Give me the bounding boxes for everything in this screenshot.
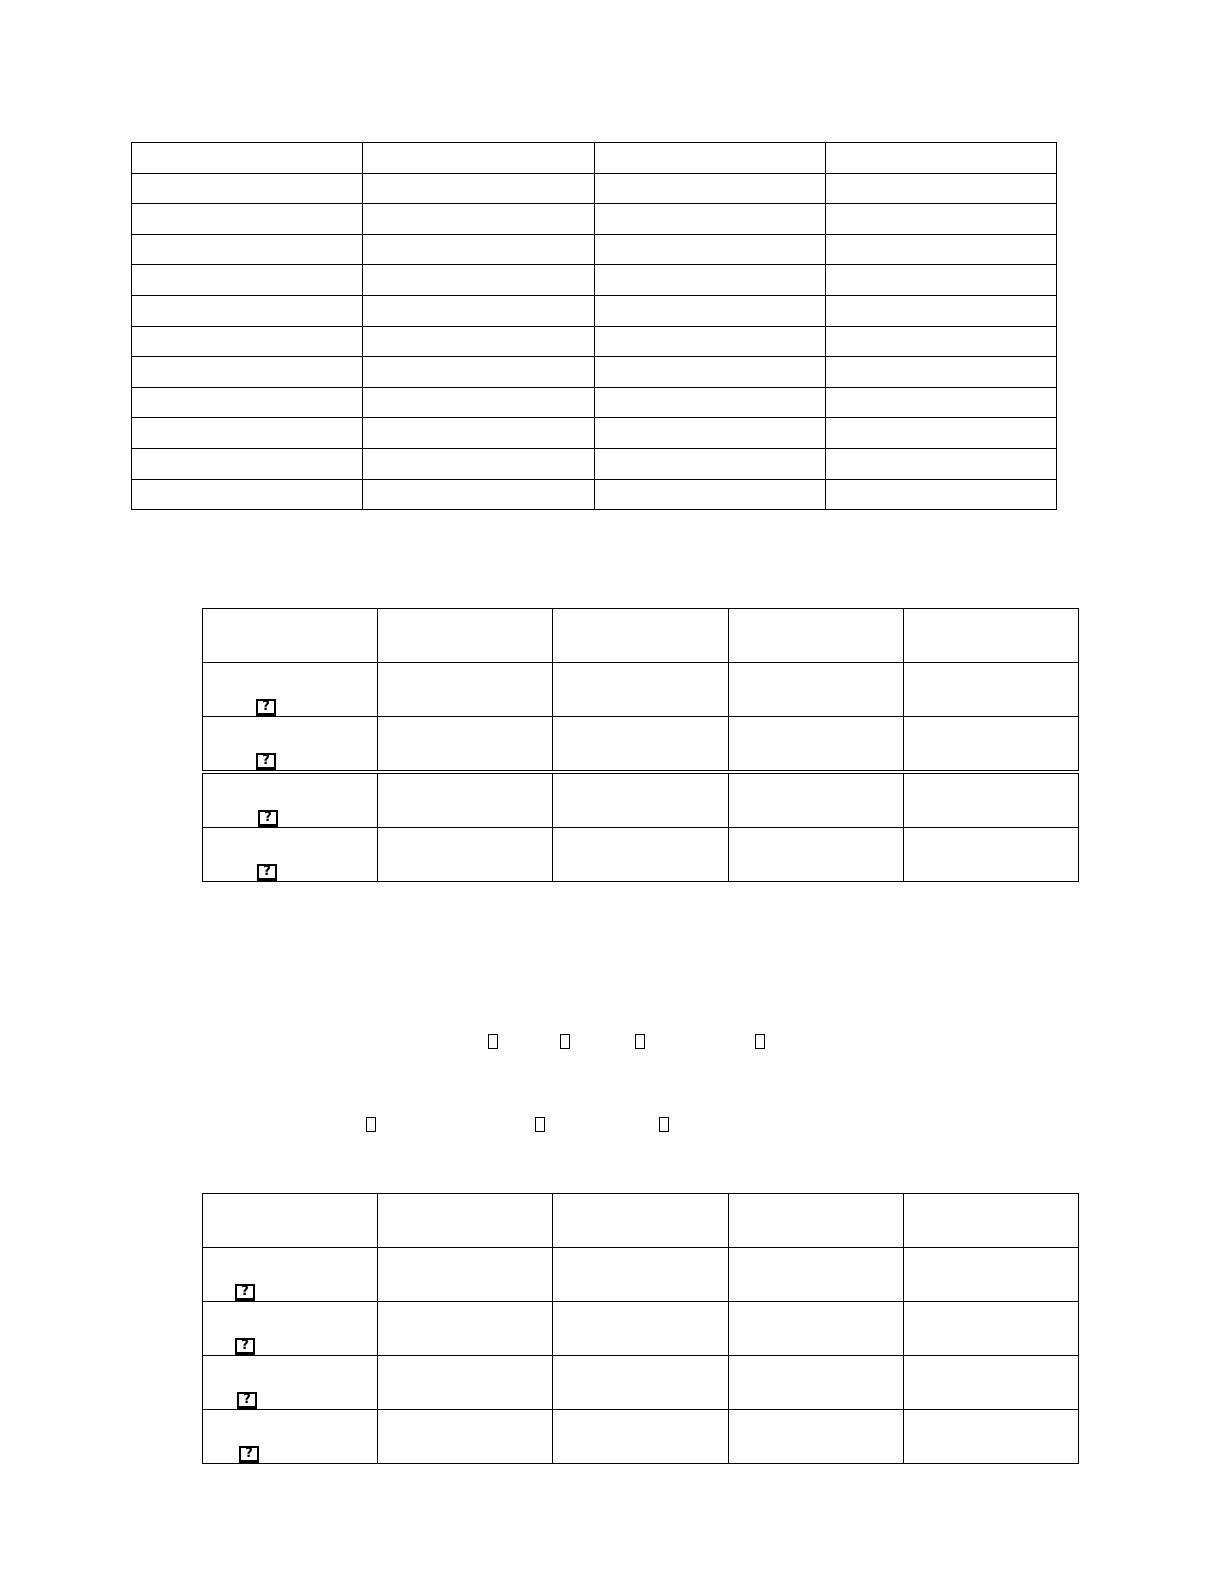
table-cell — [728, 828, 903, 882]
table-row — [203, 1410, 1079, 1464]
table-cell — [825, 448, 1056, 479]
table-row — [132, 418, 1057, 449]
table-cell — [378, 717, 553, 773]
table-cell — [825, 357, 1056, 388]
table-cell — [378, 663, 553, 717]
table-cell — [203, 772, 378, 828]
table-cell — [553, 717, 728, 773]
missing-glyph-icon — [560, 1034, 570, 1049]
table-cell — [553, 772, 728, 828]
table-cell — [363, 295, 594, 326]
table-cell — [594, 326, 825, 357]
table-cell — [825, 418, 1056, 449]
table-row — [132, 448, 1057, 479]
table-cell — [132, 326, 363, 357]
table-cell — [553, 828, 728, 882]
table-cell — [903, 1248, 1078, 1302]
table-cell — [903, 1302, 1078, 1356]
table-cell — [553, 1410, 728, 1464]
table-row — [203, 1356, 1079, 1410]
table-cell — [132, 204, 363, 235]
table-cell — [378, 1248, 553, 1302]
table-cell — [728, 1302, 903, 1356]
table-cell — [728, 663, 903, 717]
table-cell — [728, 1356, 903, 1410]
table-cell — [378, 1302, 553, 1356]
table-cell — [594, 479, 825, 510]
table-cell — [825, 265, 1056, 296]
table-cell — [203, 1302, 378, 1356]
table-cell — [203, 609, 378, 663]
table-row — [203, 1248, 1079, 1302]
table-cell — [132, 418, 363, 449]
table-cell — [203, 1194, 378, 1248]
table-cell — [378, 828, 553, 882]
table-row — [132, 143, 1057, 174]
table-row — [132, 234, 1057, 265]
table-cell — [203, 717, 378, 773]
table-cell — [594, 234, 825, 265]
table-row — [132, 295, 1057, 326]
table-cell — [903, 1410, 1078, 1464]
table-cell — [594, 173, 825, 204]
table-row — [132, 265, 1057, 296]
table-cell — [594, 295, 825, 326]
table-cell — [825, 326, 1056, 357]
missing-glyph-icon — [755, 1034, 765, 1049]
table-cell — [203, 828, 378, 882]
missing-glyph-icon: ? — [258, 810, 278, 827]
table-cell — [553, 1302, 728, 1356]
table-cell — [132, 387, 363, 418]
table-cell — [728, 772, 903, 828]
table-cell — [203, 663, 378, 717]
table-cell — [728, 1194, 903, 1248]
table-row — [132, 357, 1057, 388]
table-cell — [132, 295, 363, 326]
table-cell — [553, 1356, 728, 1410]
table-cell — [903, 828, 1078, 882]
table-cell — [594, 143, 825, 174]
table-row — [132, 204, 1057, 235]
table-cell — [825, 204, 1056, 235]
table-cell — [378, 609, 553, 663]
table-cell — [132, 448, 363, 479]
table-cell — [728, 1248, 903, 1302]
table-cell — [553, 609, 728, 663]
table-row — [132, 387, 1057, 418]
table-cell — [203, 1248, 378, 1302]
table-cell — [825, 387, 1056, 418]
table-cell — [378, 1194, 553, 1248]
missing-glyph-icon: ? — [257, 864, 277, 881]
table-3 — [202, 1193, 1079, 1464]
table-cell — [378, 1410, 553, 1464]
missing-glyph-icon: ? — [235, 1284, 255, 1301]
table-cell — [363, 173, 594, 204]
table-cell — [825, 234, 1056, 265]
table-cell — [363, 234, 594, 265]
table-cell — [825, 173, 1056, 204]
table-cell — [594, 357, 825, 388]
table-cell — [132, 479, 363, 510]
table-header-row — [203, 1194, 1079, 1248]
table-cell — [594, 204, 825, 235]
table-cell — [553, 663, 728, 717]
missing-glyph-icon — [659, 1117, 669, 1132]
missing-glyph-icon — [535, 1117, 545, 1132]
table-cell — [903, 717, 1078, 773]
table-cell — [903, 1194, 1078, 1248]
table-cell — [363, 418, 594, 449]
table-2 — [202, 608, 1079, 882]
missing-glyph-icon — [635, 1034, 645, 1049]
table-row — [203, 1302, 1079, 1356]
table-cell — [132, 173, 363, 204]
table-cell — [132, 265, 363, 296]
table-cell — [594, 448, 825, 479]
table-cell — [825, 295, 1056, 326]
table-cell — [363, 143, 594, 174]
missing-glyph-icon — [366, 1117, 376, 1132]
table-cell — [594, 418, 825, 449]
table-cell — [728, 717, 903, 773]
table-row — [132, 326, 1057, 357]
table-cell — [553, 1194, 728, 1248]
table-cell — [132, 143, 363, 174]
table-cell — [378, 772, 553, 828]
table-header-row — [203, 609, 1079, 663]
table-cell — [203, 1356, 378, 1410]
table-row — [132, 479, 1057, 510]
missing-glyph-icon: ? — [235, 1338, 255, 1355]
table-cell — [378, 1356, 553, 1410]
table-cell — [903, 772, 1078, 828]
table-cell — [903, 663, 1078, 717]
table-cell — [825, 143, 1056, 174]
table-row — [203, 717, 1079, 773]
missing-glyph-icon: ? — [237, 1392, 257, 1409]
table-cell — [363, 326, 594, 357]
table-cell — [825, 479, 1056, 510]
table-cell — [903, 609, 1078, 663]
table-cell — [363, 204, 594, 235]
table-1 — [131, 142, 1057, 510]
table-row — [132, 173, 1057, 204]
table-row — [203, 772, 1079, 828]
table-cell — [903, 1356, 1078, 1410]
table-cell — [594, 387, 825, 418]
missing-glyph-icon — [488, 1034, 498, 1049]
table-cell — [594, 265, 825, 296]
missing-glyph-icon: ? — [239, 1446, 259, 1463]
table-cell — [728, 609, 903, 663]
table-row — [203, 663, 1079, 717]
table-cell — [363, 448, 594, 479]
table-cell — [203, 1410, 378, 1464]
table-cell — [553, 1248, 728, 1302]
table-cell — [728, 1410, 903, 1464]
missing-glyph-icon: ? — [256, 699, 276, 716]
table-cell — [363, 387, 594, 418]
table-cell — [363, 357, 594, 388]
table-cell — [132, 357, 363, 388]
missing-glyph-icon: ? — [256, 753, 276, 770]
table-cell — [132, 234, 363, 265]
table-cell — [363, 479, 594, 510]
table-row — [203, 828, 1079, 882]
table-cell — [363, 265, 594, 296]
